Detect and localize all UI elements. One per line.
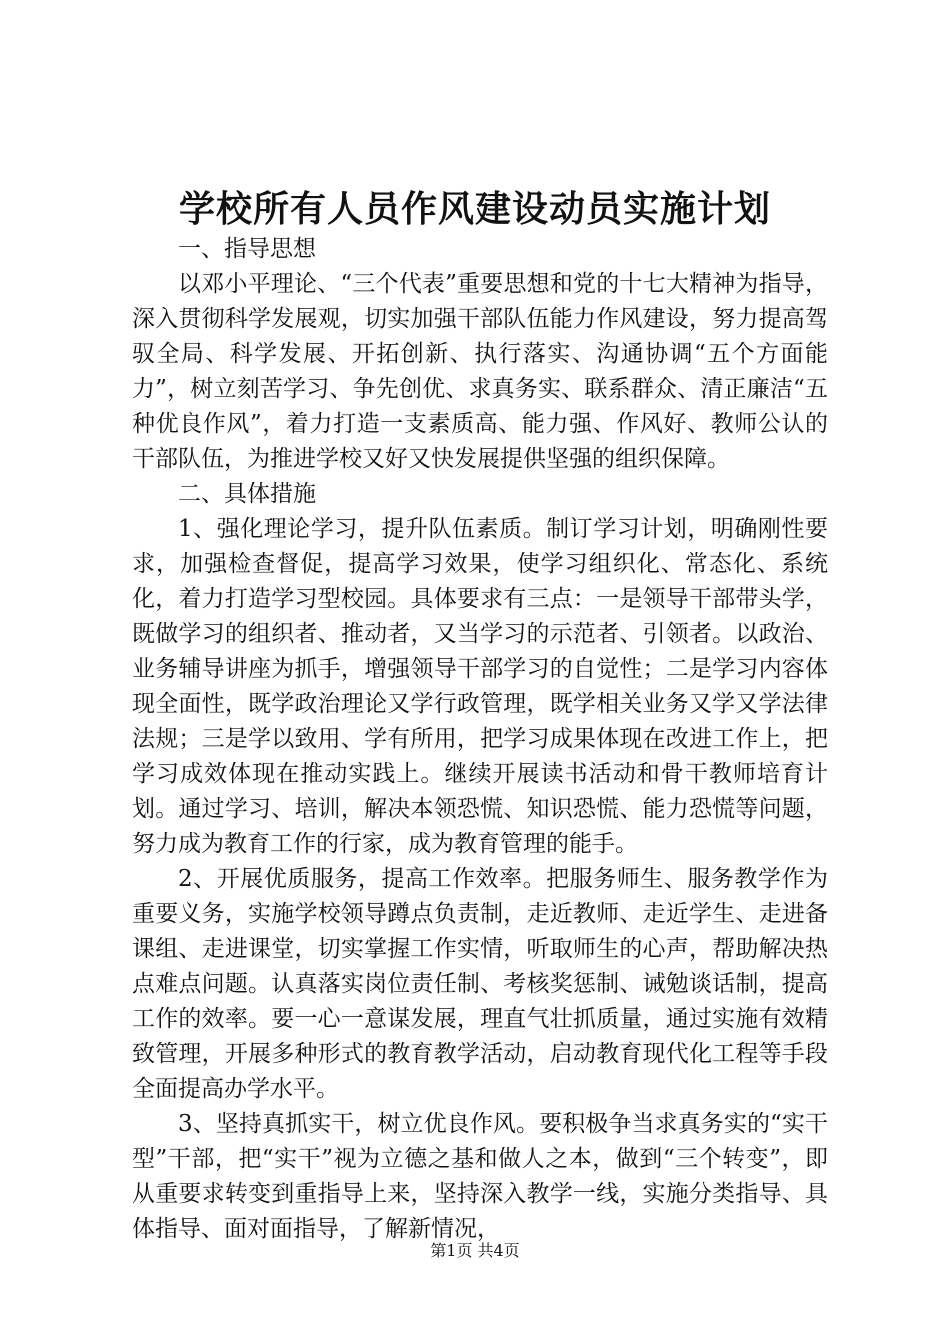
section-heading: 二、具体措施	[178, 481, 316, 507]
document-body	[132, 232, 828, 1247]
page-footer: 第1页 共4页	[430, 1241, 520, 1260]
section-heading: 一、指导思想	[178, 236, 316, 262]
paragraph: 以邓小平理论、“三个代表”重要思想和党的十七大精神为指导，深入贯彻科学发展观，切实加强干部队伍能力作风建设，努力提高驾驭全局、科学发展、开拓创新、执行落实、沟通协调“五个方面能力”，树立刻苦学习、争先创优、求真务实、联系群众、清正廉洁“五种优良作风”，着力打造一支素质高、能力强、作风好、教师公认的干部队伍，为推进学校又好又快发展提供坚强的组织保障。	[132, 271, 828, 472]
paragraph: 2、开展优质服务，提高工作效率。把服务师生、服务教学作为重要义务，实施学校领导蹲点负责制，走近教师、走近学生、走进备课组、走进课堂，切实掌握工作实情，听取师生的心声，帮助解决热点难点问题。认真落实岗位责任制、考核奖惩制、诫勉谈话制，提高工作的效率。要一心一意谋发展，理直气壮抓质量，通过实施有效精致管理，开展多种形式的教育教学活动，启动教育现代化工程等手段全面提高办学水平。	[132, 866, 828, 1102]
document-title: 学校所有人员作风建设动员实施计划	[178, 188, 771, 230]
paragraph: 3、坚持真抓实干，树立优良作风。要积极争当求真务实的“实干型”干部，把“实干”视为立德之基和做人之本，做到“三个转变”，即从重要求转变到重指导上来，坚持深入教学一线，实施分类指导、具体指导、面对面指导，了解新情况，	[132, 1111, 828, 1242]
paragraph: 1、强化理论学习，提升队伍素质。制订学习计划，明确刚性要求，加强检查督促，提高学习效果，使学习组织化、常态化、系统化，着力打造学习型校园。具体要求有三点：一是领导干部带头学，既做学习的组织者、推动者，又当学习的示范者、引领者。以政治、业务辅导讲座为抓手，增强领导干部学习的自觉性；二是学习内容体现全面性，既学政治理论又学行政管理，既学相关业务又学又学法律法规；三是学以致用、学有所用，把学习成果体现在改进工作上，把学习成效体现在推动实践上。继续开展读书活动和骨干教师培育计划。通过学习、培训，解决本领恐慌、知识恐慌、能力恐慌等问题，努力成为教育工作的行家，成为教育管理的能手。	[132, 516, 828, 857]
